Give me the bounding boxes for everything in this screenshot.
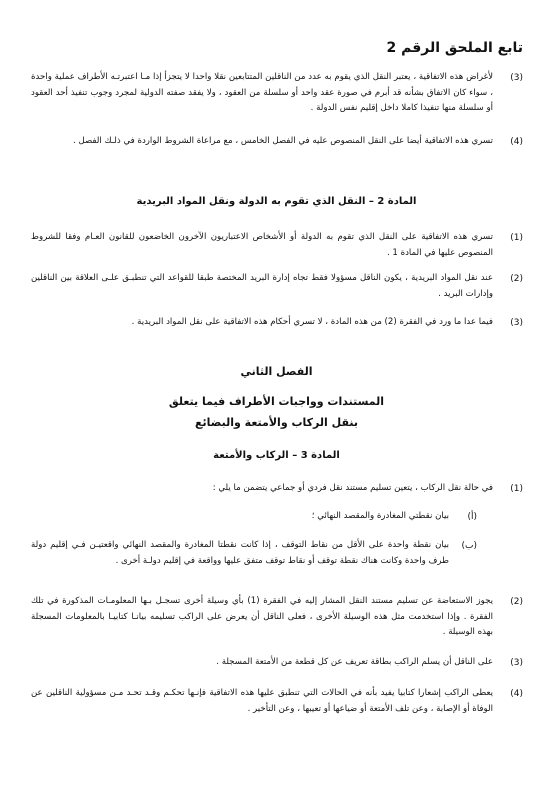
chapter-subtitle: بنقل الركاب والأمتعة والبضائع xyxy=(195,416,358,429)
paragraph-number: (4) xyxy=(510,137,523,147)
paragraph-number: (2) xyxy=(510,597,523,607)
page-header: تابع الملحق الرقم 2 xyxy=(386,40,523,56)
chapter-title: الفصل الثاني xyxy=(240,365,313,378)
paragraph-text: لأغراض هذه الاتفاقية ، يعتبر النقل الذي يقوم به عدد من الناقلين المتتابعين نقلا واحدا لا يتجزأ إذا مـا اعتبرتـه الأطراف عملية واحدة ، سواء كان الاتفاق بشأنه قد أبرم في صورة عقد واحد أو سلسلة من العقود ، ولا يفقد صفته الدولية لمجرد وجوب تنفيذ أحد العقود أو سلسلة منها تنفيذا كاملا داخل إقليم نفس الدولة . xyxy=(31,72,493,113)
item-text: بيان نقطتي المغادرة والمقصد النهائي ؛ xyxy=(311,511,449,521)
paragraph-number: (2) xyxy=(510,274,523,284)
paragraph-number: (4) xyxy=(510,689,523,699)
paragraph-text: يجوز الاستعاضة عن تسليم مستند النقل المشار إليه في الفقرة (1) بأي وسيلة أخرى تسجـل بـها المعلومـات المذكورة في تلك الفقرة . وإذا استخدمت مثل هذه الوسيلة الأخرى ، فعلى الناقل أن يعرض على الراكب تسليمه بيانـا كتابيـا بالمعلومات المسجلة بهذه الوسيلة . xyxy=(31,596,494,637)
paragraph-text: تسري هذه الاتفاقية أيضا على النقل المنصوص عليه في الفصل الخامس ، مع مراعاة الشروط الواردة في ذلـك الفصل . xyxy=(73,136,493,146)
paragraph-text: فيما عدا ما ورد في الفقرة (2) من هذه المادة ، لا تسري أحكام هذه الاتفاقية على نقل المواد البريدية . xyxy=(131,317,493,327)
paragraph-number: (1) xyxy=(510,484,523,494)
item-label: (أ) xyxy=(467,512,477,522)
paragraph-text: في حالة نقل الركاب ، يتعين تسليم مستند نقل فردي أو جماعي يتضمن ما يلي : xyxy=(212,483,493,493)
paragraph-number: (3) xyxy=(510,658,523,668)
paragraph-text: عند نقل المواد البريدية ، يكون الناقل مسؤولا فقط تجاه إدارة البريد المختصة طبقا للقواعد التي تنطبـق علـى العلاقة بين الناقلين وإدارات البريد . xyxy=(31,273,493,299)
paragraph-text: على الناقل أن يسلم الراكب بطاقة تعريف عن كل قطعة من الأمتعة المسجلة . xyxy=(216,657,493,667)
paragraph-number: (3) xyxy=(510,73,523,83)
item-text: بيان نقطة واحدة على الأقل من نقاط التوقف ، إذا كانت نقطتا المغادرة والمقصد النهائي واقعتيـن فـي إقليم دولة طرف واحدة وكانت هناك نقطة توقف أو نقاط توقف متفق عليها وواقعة في إقليم دولـة أخرى . xyxy=(31,540,449,566)
article-title: المادة 2 – النقل الذي تقوم به الدولة ونقل المواد البريدية xyxy=(136,196,417,207)
paragraph-text: تسري هذه الاتفاقية على النقل الذي تقوم به الدولة أو الأشخاص الاعتباريون الآخرون الخاضعون للقانون العـام وفقا للشروط المنصوص عليها في المادة 1 . xyxy=(31,232,493,258)
chapter-subtitle: المستندات وواجبات الأطراف فيما يتعلق xyxy=(168,395,385,408)
paragraph-text: يعطى الراكب إشعارا كتابيا يفيد بأنه في الحالات التي تنطبق عليها هذه الاتفاقية فإنـها تحكـم وقـد تحـد مـن مسؤولية الناقلين عن الوفاة أو الإصابة ، وعن تلف الأمتعة أو ضياعها أو تعيبها ، وعن التأخير . xyxy=(31,688,493,714)
paragraph-number: (3) xyxy=(510,318,523,328)
article-title: المادة 3 – الركاب والأمتعة xyxy=(213,450,340,461)
paragraph-number: (1) xyxy=(510,233,523,243)
item-label: (ب) xyxy=(461,541,477,551)
